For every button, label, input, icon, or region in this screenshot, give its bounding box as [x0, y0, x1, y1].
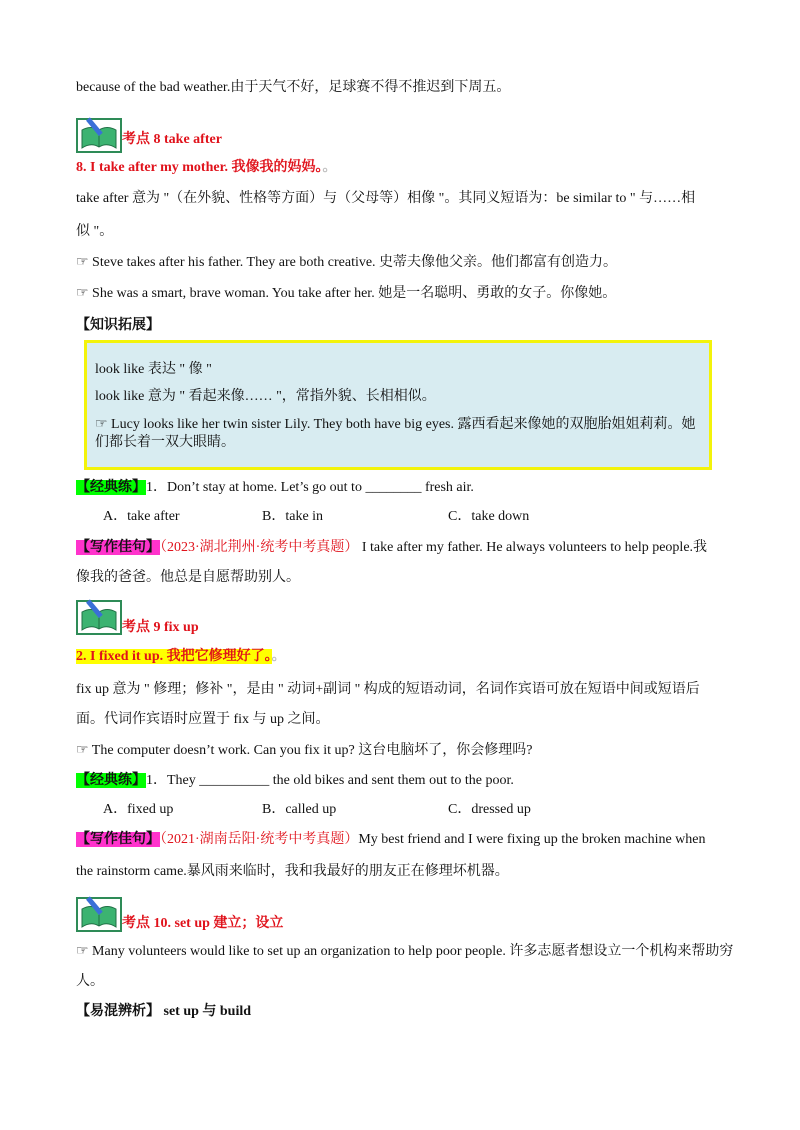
kp8-option-c: C．take down — [448, 509, 530, 524]
kp9-example-1: ☞ The computer doesn’t work. Can you fix it up? 这台电脑坏了，你会修理吗? — [76, 743, 533, 758]
kp9-example-head: 2. I fixed it up. 我把它修理好了。。 — [76, 649, 286, 664]
writing-label: 【写作佳句】 — [76, 832, 160, 847]
practice-label: 【经典练】 — [76, 480, 146, 495]
kp10-title: 考点 10. set up 建立；设立 — [122, 916, 284, 931]
kp8-explain-1: take after 意为 "（在外貌、性格等方面）与（父母等）相像 "。其同义短语为：be similar to " 与……相 — [76, 191, 696, 206]
kp8-option-a: A．take after — [103, 509, 180, 524]
confuse-label: 【易混辨析】 — [76, 1004, 160, 1019]
box-line: look like 意为 " 看起来像…… "，常指外貌、长相相似。 — [95, 389, 436, 404]
kp8-example-2: ☞ She was a smart, brave woman. You take after her. 她是一名聪明、勇敢的女子。你像她。 — [76, 286, 617, 301]
box-example-2: 们都长着一双大眼睛。 — [95, 435, 235, 450]
knowledge-extension-label: 【知识拓展】 — [76, 318, 160, 333]
kp8-example-head: 8. I take after my mother. 我像我的妈妈。。 — [76, 160, 337, 175]
book-pencil-icon — [76, 116, 122, 154]
kp8-explain-2: 似 "。 — [76, 224, 114, 239]
kp10-confuse: 【易混辨析】 set up 与 build — [76, 1004, 252, 1019]
kp8-option-b: B．take in — [262, 509, 324, 524]
knowledge-box — [84, 340, 712, 470]
book-pencil-icon — [76, 895, 122, 933]
kp9-explain-1: fix up 意为 " 修理；修补 "，是由 " 动词+副词 " 构成的短语动词，名词作宾语可放在短语中间或短语后 — [76, 682, 700, 697]
kp10-example-1: ☞ Many volunteers would like to set up an organization to help poor people. 许多志愿者想设立一个机构来帮助穷 — [76, 944, 734, 959]
kp8-practice: 【经典练】1．Don’t stay at home. Let’s go out to ________ fresh air. — [76, 480, 474, 495]
box-title: look like 表达 " 像 " — [95, 362, 212, 377]
kp9-title: 考点 9 fix up — [122, 620, 199, 635]
kp9-writing-2: the rainstorm came.暴风雨来临时，我和我最好的朋友正在修理坏机器。 — [76, 864, 509, 879]
kp9-option-c: C．dressed up — [448, 802, 531, 817]
box-example-1: ☞ Lucy looks like her twin sister Lily. They both have big eyes. 露西看起来像她的双胞胎姐姐莉莉。她 — [95, 417, 696, 432]
kp9-option-b: B．called up — [262, 802, 337, 817]
kp9-practice: 【经典练】1．They __________ the old bikes and sent them out to the poor. — [76, 773, 514, 788]
writing-label: 【写作佳句】 — [76, 540, 160, 555]
kp9-writing-1: 【写作佳句】（2021·湖南岳阳·统考中考真题）My best friend and I were fixing up the broken machine when — [76, 832, 706, 847]
kp8-writing-1: 【写作佳句】（2023·湖北荆州·统考中考真题） I take after my father. He always volunteers to help people.我 — [76, 540, 708, 555]
kp8-title: 考点 8 take after — [122, 132, 222, 147]
kp10-example-2: 人。 — [76, 974, 104, 989]
practice-label: 【经典练】 — [76, 773, 146, 788]
kp9-explain-2: 面。代词作宾语时应置于 fix 与 up 之间。 — [76, 712, 330, 727]
kp8-writing-2: 像我的爸爸。他总是自愿帮助别人。 — [76, 570, 300, 585]
book-pencil-icon — [76, 598, 122, 636]
kp9-option-a: A．fixed up — [103, 802, 174, 817]
kp8-example-1: ☞ Steve takes after his father. They are both creative. 史蒂夫像他父亲。他们都富有创造力。 — [76, 255, 618, 270]
intro-line: because of the bad weather.由于天气不好，足球赛不得不推迟到下周五。 — [76, 80, 511, 95]
